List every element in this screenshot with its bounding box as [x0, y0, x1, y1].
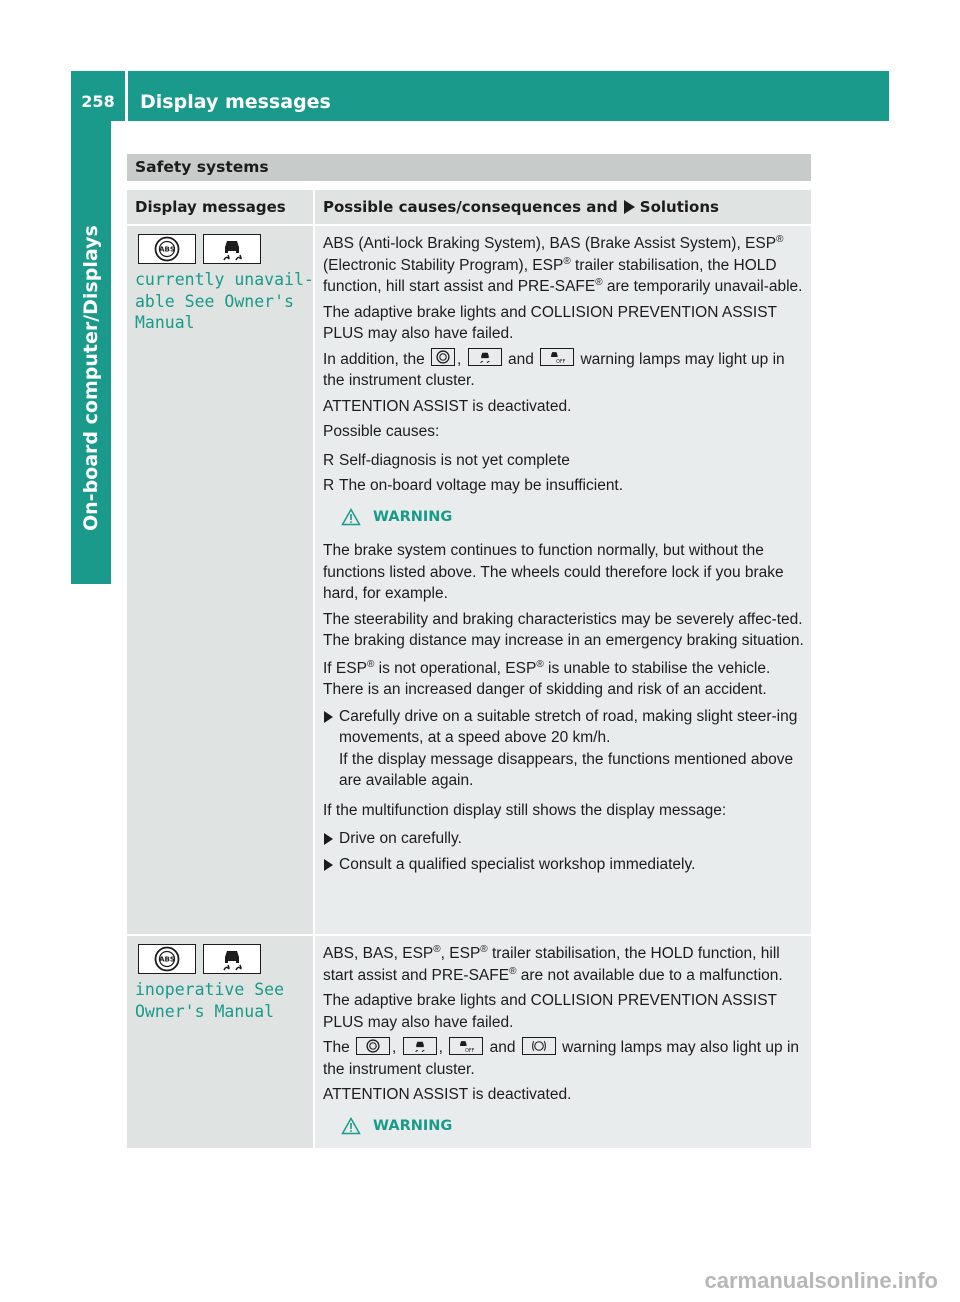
- warning-heading: WARNING: [323, 507, 809, 529]
- esp-skid-icon: [403, 1037, 437, 1055]
- warning-heading: WARNING: [323, 1116, 809, 1138]
- esp-skid-icon: [203, 944, 261, 974]
- arrow-icon: [324, 711, 333, 723]
- display-message-2: inoperative See Owner's Manual: [135, 980, 285, 1021]
- abs-icon: [138, 234, 196, 264]
- arrow-icon: [324, 859, 333, 871]
- watermark: carmanualsonline.info: [704, 1268, 938, 1293]
- column-header-messages: Display messages: [127, 190, 313, 224]
- header-divider: [125, 71, 128, 121]
- list-item: R The on-board voltage may be insufficient.: [323, 477, 624, 494]
- column-header-solutions-text: Solutions: [639, 198, 719, 216]
- esp-off-icon: [449, 1037, 483, 1055]
- triangle-arrow-icon: [624, 200, 635, 214]
- warning-triangle-icon: [341, 1117, 361, 1135]
- side-tab-label: On-board computer/Displays: [80, 225, 102, 531]
- abs-icon: [356, 1037, 390, 1055]
- list-item: If the display message disappears, the functions mentioned above are available again.: [339, 750, 794, 789]
- svg-text:OFF: OFF: [556, 360, 566, 365]
- esp-off-icon: [540, 348, 574, 366]
- esp-skid-icon: [468, 348, 502, 366]
- row-1-description: ABS (Anti-lock Braking System), BAS (Brake Assist System), ESP® (Electronic Stability Program), ESP® trailer stabilisation, the HOLD function, hill start assist and PRE-SAFE® are temporarily unavail-able. The adaptive brake lights and COLLISION PREVENTION ASSIST PLUS may also have failed. In addition, the , and OFF warning lamps may light up in the instrument cluster. ATTENTION ASSIST is deactivated. Possible causes: R Self-diagnosis is not yet complete R The on-board voltage may be insufficient. WARNING The brake system continues to function normally, but without the functions listed above. The wheels could therefore lock if you brake hard, for example. The steerability and braking characteristics may be severely affec-ted. The braking distance may increase in an emergency braking situation. If ESP® is not operational, ESP® is unable to stabilise the vehicle. There is an increased danger of skidding and risk of an accident. Carefully drive on a suitable stretch of road, making slight steer-ing movements, at a speed above 20 km/h. If the display message disappears, the functions mentioned above are available again. If the multifunction display still shows the display message: Drive on carefully. Consult a qualified specialist workshop immediately.: [323, 233, 809, 879]
- abs-icon: [431, 348, 455, 366]
- svg-text:ABS: ABS: [159, 955, 175, 964]
- warning-triangle-icon: [341, 508, 361, 526]
- row-2-description: ABS, BAS, ESP®, ESP® trailer stabilisation, the HOLD function, hill start assist and PRE-SAFE® are not available due to a malfunction. The adaptive brake lights and COLLISION PREVENTION ASSIST PLUS may also have failed. The , , OFF and warning lamps may also light up in the instrument cluster. ATTENTION ASSIST is deactivated. WARNING: [323, 943, 809, 1149]
- list-item: Carefully drive on a suitable stretch of road, making slight steer-ing movements, at a speed above 20 km/h.: [323, 706, 809, 749]
- display-message-1: currently unavail- able See Owner's Manual: [135, 270, 314, 332]
- svg-text:OFF: OFF: [465, 1048, 475, 1053]
- column-header-causes: [315, 190, 811, 224]
- esp-skid-icon: [203, 234, 261, 264]
- brake-icon: [522, 1037, 556, 1055]
- abs-icon: [138, 944, 196, 974]
- column-header-causes-text: Possible causes/consequences and: [323, 198, 618, 216]
- page-title: Display messages: [140, 91, 331, 113]
- list-item: Consult a qualified specialist workshop immediately.: [323, 854, 809, 876]
- list-item: R Self-diagnosis is not yet complete: [323, 451, 570, 469]
- page-number: 258: [81, 92, 115, 111]
- list-item: Drive on carefully.: [323, 828, 809, 850]
- section-title: Safety systems: [135, 158, 269, 176]
- arrow-icon: [324, 833, 333, 845]
- svg-text:ABS: ABS: [159, 245, 175, 254]
